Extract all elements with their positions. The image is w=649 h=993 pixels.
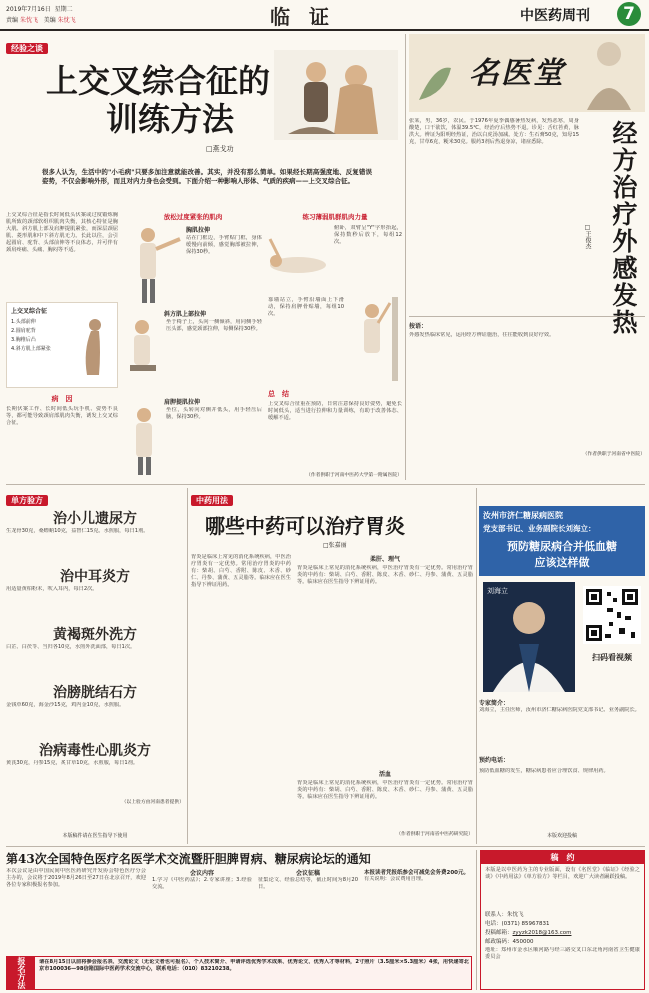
forum-col-4-title: 本报读者凭报纸参会可减免会务费200元。 (364, 870, 469, 876)
cause-heading (6, 394, 118, 404)
forum-footer-label (7, 957, 35, 989)
email-value[interactable]: zyyzk2018@163.com (512, 930, 572, 936)
profile-title: 专家简介： (479, 700, 510, 707)
feature-source: （作者供职于河南中医药大学第一附属医院） (306, 473, 402, 478)
remedy-body: 生龙骨30克，桑螵蛸10克，益智仁15克。水煎服，每日1剂。 (6, 528, 149, 534)
feature-tag-label: 经验之谈 (6, 43, 48, 54)
hospital-ad-header (479, 506, 645, 576)
herbs-tag-label: 中药用法 (191, 495, 233, 506)
herbs-byline: □张嘉丽 (323, 542, 347, 549)
contribute-box-title (481, 851, 644, 864)
famous-doctor-body: 张某，男，36岁，农民。于1976年夏季偶感暑热发病，发热恶寒，周身酸楚，口干欲饮，体温39.5℃，经治疗后热势不退。诊见：舌红苔黄，脉洪大。辨证为阳明经热证，治以白虎汤加减。处方：生石膏50克，知母15克，甘草6克，粳米30克。服药3剂后热退身凉，诸症悉除。 (409, 118, 579, 145)
feature-tag (6, 36, 48, 55)
remedy-note: （以上验方由河南患者提供） (121, 800, 184, 805)
exercise-levator (124, 397, 262, 485)
exercise-trap (124, 309, 262, 397)
famous-doctor-vertical-title (605, 120, 641, 336)
exercise-levator-title: 肩胛提肌拉伸 (164, 399, 201, 406)
exercise-y-raise-text: 俯卧，双臂呈"Y"字形抬起，保持数秒后放下，每组12次。 (334, 225, 402, 245)
hospital-name: 汝州市济仁糖尿病医院 (483, 511, 563, 520)
exercise-wall-slide (268, 297, 402, 389)
remedy-title: 黄褐斑外洗方 (53, 627, 137, 643)
contact-title: 预约电话： (479, 757, 510, 764)
remedy-body: 金钱草60克，海金沙15克，鸡内金10克，水煎服。 (6, 702, 125, 708)
diagram-item: 3.胸椎后凸 (11, 337, 36, 343)
page-header (0, 0, 649, 30)
header-rule (0, 29, 649, 31)
remedy-list (6, 508, 184, 812)
profile-body: 刘海立，主任医师，汝州市济仁糖尿病医院党支部书记、业务副院长。 (479, 707, 640, 713)
feature-col-mid (124, 212, 262, 482)
qr-caption: 扫码看视频 (592, 653, 632, 662)
phone-row (485, 920, 640, 929)
wall-slide-figure-icon (348, 297, 400, 381)
forum-col-2-body: 1.学习《中医药法》；2.专家讲座；3.经验交流。 (152, 877, 252, 890)
feature-title (46, 62, 296, 138)
page-number: 7 (623, 4, 635, 24)
exercise-chest-text: 站在门框边，手臂贴门框，身体缓慢向前倾，感觉胸部被拉伸，保持30秒。 (186, 235, 262, 255)
comment-title: 按语： (409, 323, 428, 330)
forum-col-2 (152, 868, 252, 952)
remedy-title: 治病毒性心肌炎方 (39, 743, 151, 759)
hospital-ad-photo (483, 582, 575, 692)
famous-doctor-banner (409, 34, 645, 112)
email-label: 投稿邮箱： (485, 930, 513, 936)
hospital-note: 预防低血糖的发生，糖尿病患者应合理饮食、规律用药。 (479, 768, 609, 774)
header-date: 2019年7月16日 星期二 (6, 6, 73, 13)
feature-title-line2: 训练方法 (106, 100, 235, 138)
famous-doctor-comment-box (409, 316, 645, 476)
remedies-tag-label: 单方验方 (6, 495, 48, 506)
phone-label: 电话： (485, 921, 502, 927)
exercise-wall-slide-text: 靠墙站立，手臂沿墙面上下滑动，保持肩胛骨贴墙，每组10次。 (268, 297, 344, 317)
herbs-tag (191, 488, 233, 507)
column-divider (405, 34, 406, 480)
doctor-photo-name: 刘海立 (487, 587, 508, 595)
cause-title: 病 因 (51, 395, 73, 403)
forum-col-3-body: 征集论文、经验总结等，截止时间为8月20日。 (258, 877, 358, 890)
exercise-y-raise (268, 225, 402, 297)
zip-row (485, 938, 640, 947)
herbs-source: （作者供职于河南省中医药研究院） (396, 832, 473, 837)
forum-footer-label-text: 报名方法 (17, 957, 26, 989)
section-rule (6, 484, 645, 485)
page-number-badge (617, 2, 641, 26)
right-col-title: 练习薄弱肌群肌肉力量 (302, 213, 368, 221)
hospital-ad-title-1: 预防糖尿病合并低血糖 (507, 540, 617, 553)
feature-diagram (6, 302, 118, 388)
remedies-disclaimer: 本版稿件请在医生指导下使用 (62, 833, 128, 839)
forum-footer (6, 956, 472, 990)
comment-body: 外感发热临床常见，运用经方辨证施治，往往能收到良好疗效。 (409, 332, 555, 338)
column-divider (187, 488, 188, 844)
hospital-subtitle: 党支部书记、业务副院长刘海立： (483, 524, 596, 533)
contribute-box-title-text: 稿 约 (550, 853, 575, 862)
hospital-ad-title-2: 应该这样做 (534, 556, 590, 569)
feature-article (6, 36, 402, 484)
hospital-ad (479, 488, 645, 844)
cause-body: 长期伏案工作、长时间低头玩手机、姿势不良等，都可能导致颈肩部肌肉失衡，诱发上交叉综合征。 (6, 406, 118, 426)
herbs-subhead-1: 柔肝、理气 (369, 556, 400, 563)
column-divider (476, 850, 477, 990)
exercise-trap-text: 坐于椅子上，头向一侧倾斜，用同侧手轻压头部，感觉颈部拉伸，每侧保持30秒。 (166, 319, 262, 332)
doctor-photo-icon (483, 582, 575, 692)
summary-heading (268, 389, 402, 399)
remedy-title: 治小儿遗尿方 (53, 511, 137, 527)
levator-stretch-figure-icon (124, 405, 164, 477)
hospital-feedback: 本版欢迎投稿 (546, 833, 577, 839)
forum-footer-text: 请在8月15日以前将参会报名表、交流论文（无论文者也可报名）、个人技术简介、申请评选优秀学术成果、优秀论文、优秀人才等材料，2寸照片（3.5厘米×5.3厘米）4张，用快递寄北京市100036—98信箱国际中医药学术交流中心，联系电话：（010）83210238。 (39, 959, 469, 972)
y-raise-figure-icon (268, 225, 332, 285)
remedy-body: 用适量黄柏粉末，吹入耳内，每日2次。 (6, 586, 98, 592)
feature-body: 上交叉综合征是指长时间低头伏案或过度锻炼胸肌所致的颈部软组织肌肉失衡，其核心特征是胸大肌、斜方肌上部及肩胛提肌紧张，而深层颈屈肌、菱形肌和中下斜方肌无力。长此以往，会引起圆肩、驼背、头部前伸等不良体态，并可伴有颈肩疼痛、头痛、胸闷等不适。 (6, 212, 118, 253)
feature-col-right (268, 212, 402, 482)
famous-doctor-banner-title: 名医堂 (469, 56, 565, 91)
forum-col-4 (364, 868, 472, 952)
section-rule (6, 846, 645, 847)
email-row (485, 929, 640, 938)
posture-figure-icon (73, 317, 113, 377)
doctor-portrait-icon (579, 36, 639, 110)
diagram-item: 2.圆肩驼背 (11, 328, 36, 334)
column-divider (476, 488, 477, 844)
contribute-body: 本版是以中医药为主的专业版面，设有《名医堂》《临证》《经验之谈》《中药用法》《单方验方》等栏目，欢迎广大读者踊跃投稿。 (485, 867, 640, 880)
forum-title: 第43次全国特色医疗名医学术交流暨肝胆脾胃病、糖尿病论坛的通知 (6, 852, 371, 866)
exercise-chest-title: 胸肌拉伸 (186, 227, 211, 234)
herbs-subhead-2: 活血 (378, 771, 391, 778)
mid-col-title: 放松过度紧张的肌肉 (163, 213, 223, 221)
right-col-heading (268, 212, 402, 221)
chest-stretch-figure-icon (124, 225, 182, 305)
summary-title: 总 结 (268, 390, 289, 398)
remedy-item (6, 740, 184, 812)
contact-value: 朱忱飞 (507, 912, 524, 918)
forum-body: 本次会议是由中国民间中医医药研究开发协会特色医疗分会主办的，会议将于2019年8月26日至27日在北京召开，欢迎各位专家积极报名参加。 (6, 868, 146, 888)
famous-doctor-source: （作者供职于河南省中医院） (582, 452, 645, 457)
diagram-title: 上交叉综合征 (11, 308, 48, 315)
trap-stretch-figure-icon (124, 317, 164, 389)
remedy-item (6, 508, 184, 566)
feature-illustration (274, 50, 398, 140)
remedy-item (6, 682, 184, 740)
remedy-item (6, 624, 184, 682)
forum-col-3-title: 会议征稿 (295, 870, 320, 877)
vertical-title-text: 经方治疗外感发热 (609, 120, 638, 336)
diagram-item: 4.斜方肌上部紧张 (11, 346, 51, 352)
forum-columns (6, 868, 472, 952)
hospital-profile (479, 698, 645, 808)
herbs-body: 胃炎是临床上常见的消化系统疾病，中医治疗胃炎有一定优势。常用治疗胃炎的中药有：柴胡、白芍、香附、陈皮、木香、砂仁、丹参、蒲黄、五灵脂等。临床应在医生指导下辨证用药。 (191, 554, 291, 588)
remedies-section (6, 488, 184, 844)
herbs-col-right (297, 554, 473, 840)
summary-body: 上交叉综合征重在预防，日常注意保持良好姿势，避免长时间低头，适当进行拉伸和力量训练，有助于改善体态、缓解不适。 (268, 401, 402, 421)
feature-lead: 很多人认为，生活中的"小毛病"只要多加注意就能改善。其实，并没有那么简单。如果经长期高强度地、反复错误姿势，不仅会影响外形，而且对内力身也会受到。下面介绍一种影响人形体、气质的疾病——上交叉综合征。 (42, 168, 372, 185)
contact-label: 联系人： (485, 912, 508, 918)
mid-col-heading (124, 212, 262, 221)
feature-title-line1: 上交叉综合征的 (46, 62, 271, 100)
famous-doctor-section (409, 34, 645, 482)
remedy-title: 治膀胱结石方 (53, 685, 137, 701)
contribute-contacts (481, 909, 644, 969)
exercise-trap-title: 斜方肌上部拉伸 (164, 311, 207, 318)
forum-notice (6, 850, 472, 990)
phone-value: (0371) 85967831 (501, 921, 550, 927)
header-editors: 责编 朱忱飞 美编 朱忱飞 (6, 17, 76, 24)
forum-col-2-title: 会议内容 (189, 870, 214, 877)
zip-value: 450000 (512, 939, 534, 945)
forum-col-3 (258, 868, 358, 952)
exercise-chest (124, 225, 262, 309)
herbs-section (191, 488, 473, 844)
herbs-body-right-2: 胃炎是临床上常见的消化系统疾病，中医治疗胃炎有一定优势。常用治疗胃炎的中药有：柴胡、白芍、香附、陈皮、木香、砂仁、丹参、蒲黄、五灵脂等。临床应在医生指导下辨证用药。 (297, 780, 473, 800)
zip-label: 邮政编码： (485, 939, 513, 945)
remedy-item (6, 566, 184, 624)
publication-name: 中医药周刊 (520, 8, 590, 24)
feature-col-left (6, 212, 118, 482)
address-row: 地址：郑州市金水区顺河路与经三路交叉口东北角河南省卫生健康委员会 (485, 947, 640, 960)
remedy-body: 黄芪30克，丹参15克，炙甘草10克，水煎服，每日1剂。 (6, 760, 139, 766)
herbs-title: 哪些中药可以治疗胃炎 (205, 514, 405, 538)
remedies-tag (6, 488, 48, 507)
exercise-levator-text: 坐位，头转向对侧并低头，用手轻压后脑，保持30秒。 (166, 407, 262, 420)
section-title: 临 证 (270, 5, 335, 29)
contribute-box (480, 850, 645, 990)
herbs-body-right: 胃炎是临床上常见的消化系统疾病，中医治疗胃炎有一定优势。常用治疗胃炎的中药有：柴胡、白芍、香附、陈皮、木香、砂仁、丹参、蒲黄、五灵脂等。临床应在医生指导下辨证用药。 (297, 565, 473, 585)
herb-leaf-icon (415, 64, 455, 104)
qr-code-icon[interactable] (583, 586, 641, 644)
remedy-body: 白芷、白茯苓、当归各10克，水煎外洗面部，每日1次。 (6, 644, 136, 650)
feature-byline: □燕戈功 (206, 145, 234, 153)
remedy-title: 治中耳炎方 (60, 569, 130, 585)
herbs-col-left (191, 554, 291, 840)
qr-code-block[interactable] (583, 586, 641, 666)
forum-col-4-body: 有关说明：会议费用自理。 (364, 876, 427, 882)
contact-row (485, 911, 640, 920)
diagram-item: 1.头部前伸 (11, 319, 36, 325)
famous-doctor-byline: □王俊杰 (584, 224, 591, 249)
